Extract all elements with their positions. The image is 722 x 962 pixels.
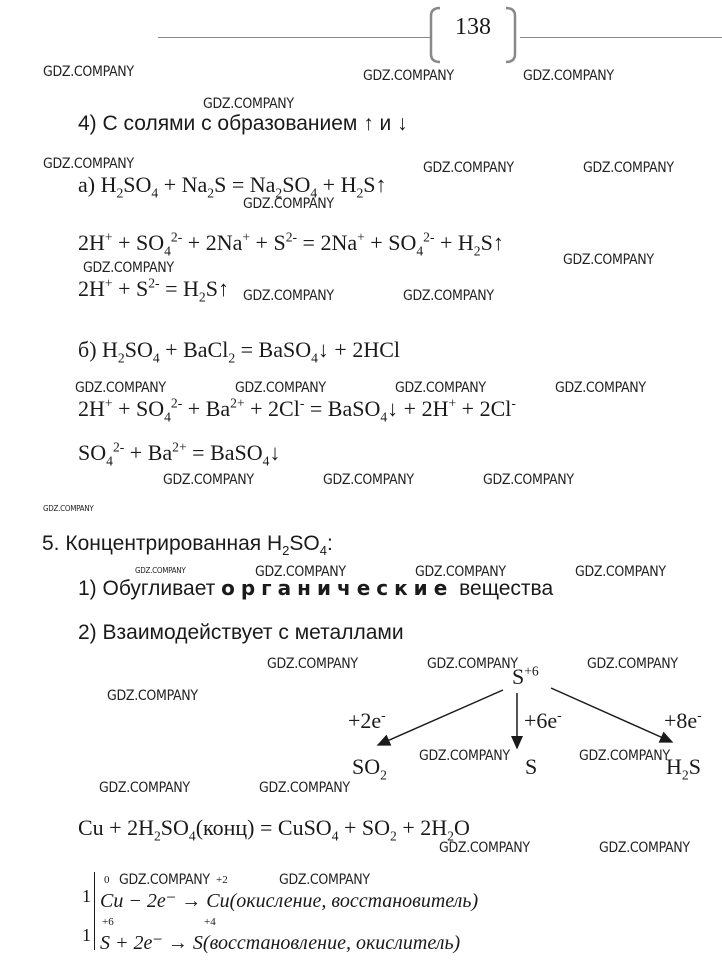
watermark: GDZ.COMPANY <box>43 64 134 80</box>
watermark: GDZ.COMPANY <box>403 288 494 304</box>
watermark: GDZ.COMPANY <box>439 840 530 856</box>
watermark: GDZ.COMPANY <box>243 196 334 212</box>
watermark: GDZ.COMPANY <box>395 380 486 396</box>
watermark: GDZ.COMPANY <box>555 380 646 396</box>
watermark: GDZ.COMPANY <box>259 780 350 796</box>
reaction-b-short-ionic: $SO_4^{2-} + Ba^{2+}$ = BaSO$_4$↓ <box>78 439 281 469</box>
ox-state-cu0: 0 <box>104 874 110 886</box>
watermark: GDZ.COMPANY <box>203 96 294 112</box>
item5-heading: 5. Концентрированная $H_2SO_4$: <box>42 532 333 559</box>
electrons-right: +8e- <box>664 707 702 733</box>
watermark: GDZ.COMPANY <box>427 656 518 672</box>
watermark: GDZ.COMPANY <box>43 504 94 513</box>
arrow-to-h2s <box>551 688 672 742</box>
reaction-a-full-ionic: $2H^+ + SO_4^{2-} + 2Na^+ + S^{2-} = 2Na^+ + SO_4^{2-}$ + $H_2S↑$ <box>78 229 504 259</box>
watermark: GDZ.COMPANY <box>119 872 210 888</box>
watermark: GDZ.COMPANY <box>563 252 654 268</box>
watermark: GDZ.COMPANY <box>255 564 346 580</box>
watermark: GDZ.COMPANY <box>419 748 510 764</box>
item4-heading: 4) С солями с образованием ↑ и ↓ <box>78 112 408 135</box>
balance-coef-1: 1 <box>82 886 91 906</box>
watermark: GDZ.COMPANY <box>279 872 370 888</box>
ox-state-cu2: +2 <box>216 874 228 886</box>
watermark: GDZ.COMPANY <box>423 160 514 176</box>
watermark: GDZ.COMPANY <box>523 68 614 84</box>
electrons-middle: +6e- <box>524 707 562 733</box>
watermark: GDZ.COMPANY <box>99 780 190 796</box>
emphasis-organic: органические <box>221 576 454 600</box>
watermark: GDZ.COMPANY <box>43 156 134 172</box>
arrow-to-so2 <box>378 690 503 745</box>
ox-state-s6: +6 <box>102 916 114 928</box>
watermark: GDZ.COMPANY <box>599 840 690 856</box>
label-b: б) <box>78 337 103 362</box>
watermark: GDZ.COMPANY <box>243 288 334 304</box>
reaction-b-full-ionic: $2H^+ + SO_4^{2-} + Ba^{2+} + 2Cl^-$ = BaSO$_4$↓ + 2H+ + 2Cl- <box>78 395 516 425</box>
reaction-b-molecular: б) $H_2SO_4$ + BaCl$_2$ = BaSO$_4$↓ + 2HCl <box>78 337 400 366</box>
watermark: GDZ.COMPANY <box>107 688 198 704</box>
watermark: GDZ.COMPANY <box>587 656 678 672</box>
watermark: GDZ.COMPANY <box>575 564 666 580</box>
product-so2: $SO_2$ <box>352 754 387 783</box>
watermark: GDZ.COMPANY <box>579 748 670 764</box>
watermark: GDZ.COMPANY <box>323 472 414 488</box>
watermark: GDZ.COMPANY <box>135 566 186 575</box>
scheme-center-sulfur: $S^{+6}$ <box>512 663 539 689</box>
watermark: GDZ.COMPANY <box>83 260 174 276</box>
product-h2s: $H_2S$ <box>666 754 701 783</box>
reaction-copper: $Cu + 2H_2SO_4(конц)$ = CuSO$_4$ + $SO_2 + 2H_2O$ <box>78 815 470 844</box>
balance-coef-2: 1 <box>82 925 91 945</box>
reaction-a-short-ionic: $2H^+ + S^{2-}$ = $H_2S↑$ <box>78 275 229 305</box>
watermark: GDZ.COMPANY <box>583 160 674 176</box>
page-number: 138 <box>455 14 491 40</box>
balance-line-oxidation: Cu − 2e⁻ → Cu(окисление, восстановитель) <box>100 890 479 912</box>
label-a: а) <box>78 172 101 197</box>
watermark: GDZ.COMPANY <box>163 472 254 488</box>
product-s: S <box>525 754 538 779</box>
watermark: GDZ.COMPANY <box>483 472 574 488</box>
balance-line-reduction: S + 2e⁻ → S(восстановление, окислитель) <box>100 932 461 954</box>
electrons-left: +2e- <box>348 707 386 733</box>
balance-divider <box>94 872 95 950</box>
reaction-a-molecular: а) $H_2SO_4 + Na_2S = Na_2SO_4$ + $H_2S↑$ <box>78 172 387 201</box>
sub-item-2: 2) Взаимодействует с металлами <box>78 621 404 644</box>
watermark: GDZ.COMPANY <box>75 380 166 396</box>
sub-item-1: 1) Обугливает органические вещества <box>78 576 554 600</box>
watermark: GDZ.COMPANY <box>267 656 358 672</box>
ox-state-s4: +4 <box>204 916 216 928</box>
watermark: GDZ.COMPANY <box>235 380 326 396</box>
watermark: GDZ.COMPANY <box>415 564 506 580</box>
watermark: GDZ.COMPANY <box>363 68 454 84</box>
